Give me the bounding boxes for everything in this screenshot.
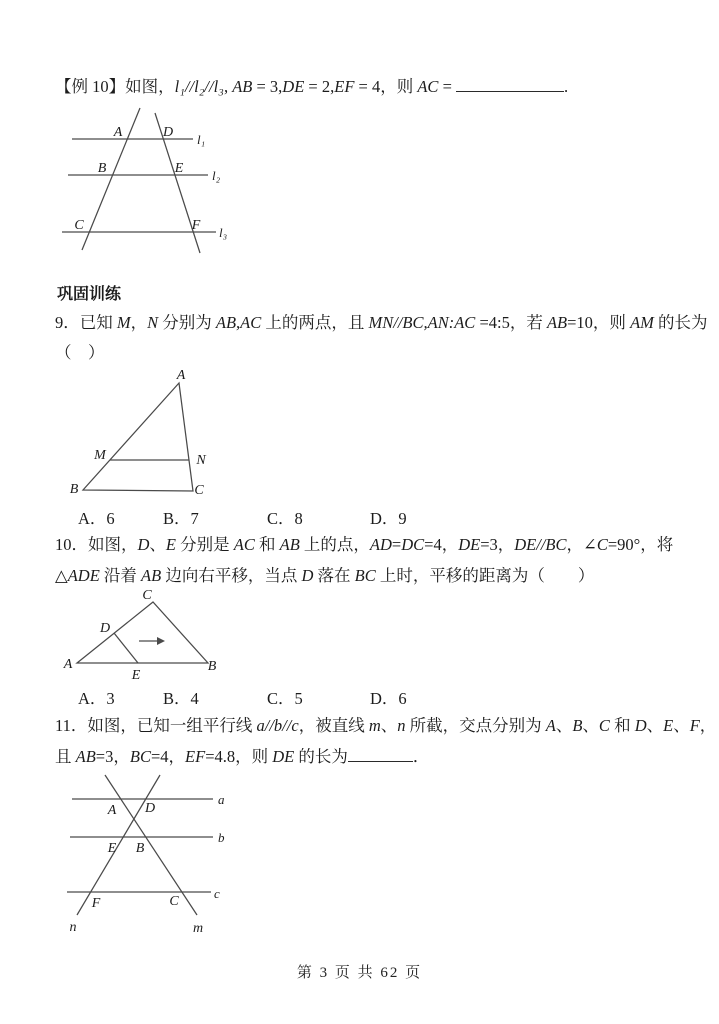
fig4-label-F: F	[91, 896, 101, 911]
q10-option-c: C．5	[267, 689, 303, 708]
q11-statement: 且 AB=3，BC=4，EF=4.8，则 DE 的长为	[55, 747, 348, 766]
q10-option-b: B．4	[163, 689, 199, 708]
fig2-triangle-ABC	[83, 383, 193, 491]
q9-option-a: A．6	[78, 509, 115, 528]
fig3-arrow-head	[157, 637, 165, 645]
fig1-label-C: C	[74, 218, 84, 233]
fig4-label-A: A	[107, 803, 117, 818]
example10-statement: 【例 10】如图，l₁//l₂//l₃, AB = 3,DE = 2,EF = 4，则 AC =	[55, 77, 456, 96]
fig1-label-B: B	[97, 161, 107, 176]
q9-line1: 9．已知 M，N 分别为 AB,AC 上的两点，且 MN//BC,AN:AC =4:5，若 AB=10，则 AM 的长为	[55, 313, 708, 332]
fig1-label-l1: l₁	[197, 132, 206, 147]
fig4-label-E: E	[107, 841, 117, 856]
q9-option-d: D．9	[370, 509, 407, 528]
fig1-transversal-left	[82, 108, 140, 250]
fig1-label-D: D	[162, 125, 174, 140]
q10-line2: △ADE 沿着 AB 边向右平移，当点 D 落在 BC 上时，平移的距离为（ ）	[55, 566, 595, 585]
fig3-label-B: B	[207, 659, 217, 674]
example10-answer-blank	[456, 76, 564, 92]
q10-option-d: D．6	[370, 689, 407, 708]
fig3-label-E: E	[131, 668, 141, 683]
fig2-label-N: N	[196, 453, 206, 468]
fig2-label-B: B	[69, 482, 79, 497]
figure-q10-triangle	[55, 586, 240, 686]
q11-line1: 11．如图，已知一组平行线 a//b//c，被直线 m、n 所截，交点分别为 A、B、C 和 D、E、F，	[55, 716, 717, 735]
q11-line2	[55, 746, 429, 768]
q10-option-a: A．3	[78, 689, 115, 708]
fig1-label-A: A	[113, 125, 123, 140]
fig3-label-D: D	[99, 621, 111, 636]
fig3-segment-DE	[114, 633, 138, 663]
fig1-label-l3: l₃	[219, 225, 228, 240]
figure-q11-parallel-lines	[55, 772, 250, 942]
fig4-label-B: B	[135, 841, 145, 856]
fig4-label-m: m	[192, 921, 204, 936]
page-footer: 第 3 页 共 62 页	[296, 965, 423, 981]
example10-period: .	[564, 77, 569, 96]
fig1-label-F: F	[191, 218, 201, 233]
q9-line2: （ ）	[55, 343, 105, 362]
fig1-label-E: E	[174, 161, 184, 176]
fig4-label-D: D	[144, 801, 156, 816]
q9-option-b: B．7	[163, 509, 199, 528]
q11-answer-blank	[348, 746, 413, 762]
fig3-triangle-ACB	[77, 602, 208, 663]
q9-option-c: C．8	[267, 509, 303, 528]
q11-period: ．	[412, 747, 430, 766]
fig3-label-C: C	[142, 588, 152, 603]
fig4-label-a: a	[218, 792, 225, 807]
figure-example10-parallel-lines	[55, 103, 240, 255]
fig2-label-M: M	[94, 448, 106, 463]
fig2-label-A: A	[176, 368, 186, 383]
q10-line1: 10．如图，D、E 分别是 AC 和 AB 上的点，AD=DC=4，DE=3，DE//BC，∠C=90°，将	[55, 535, 674, 554]
fig4-label-n: n	[69, 920, 77, 935]
figure-q9-triangle	[58, 367, 228, 497]
fig2-label-C: C	[194, 483, 204, 497]
fig4-label-b: b	[218, 830, 225, 845]
example10-line	[55, 76, 568, 98]
q10-options-row	[0, 685, 719, 709]
fig1-label-l2: l₂	[212, 168, 221, 183]
q9-options-row	[0, 505, 719, 529]
section-heading: 巩固训练	[57, 286, 122, 303]
fig4-label-c: c	[214, 886, 220, 901]
fig4-label-C: C	[169, 894, 179, 909]
fig3-label-A: A	[63, 657, 73, 672]
